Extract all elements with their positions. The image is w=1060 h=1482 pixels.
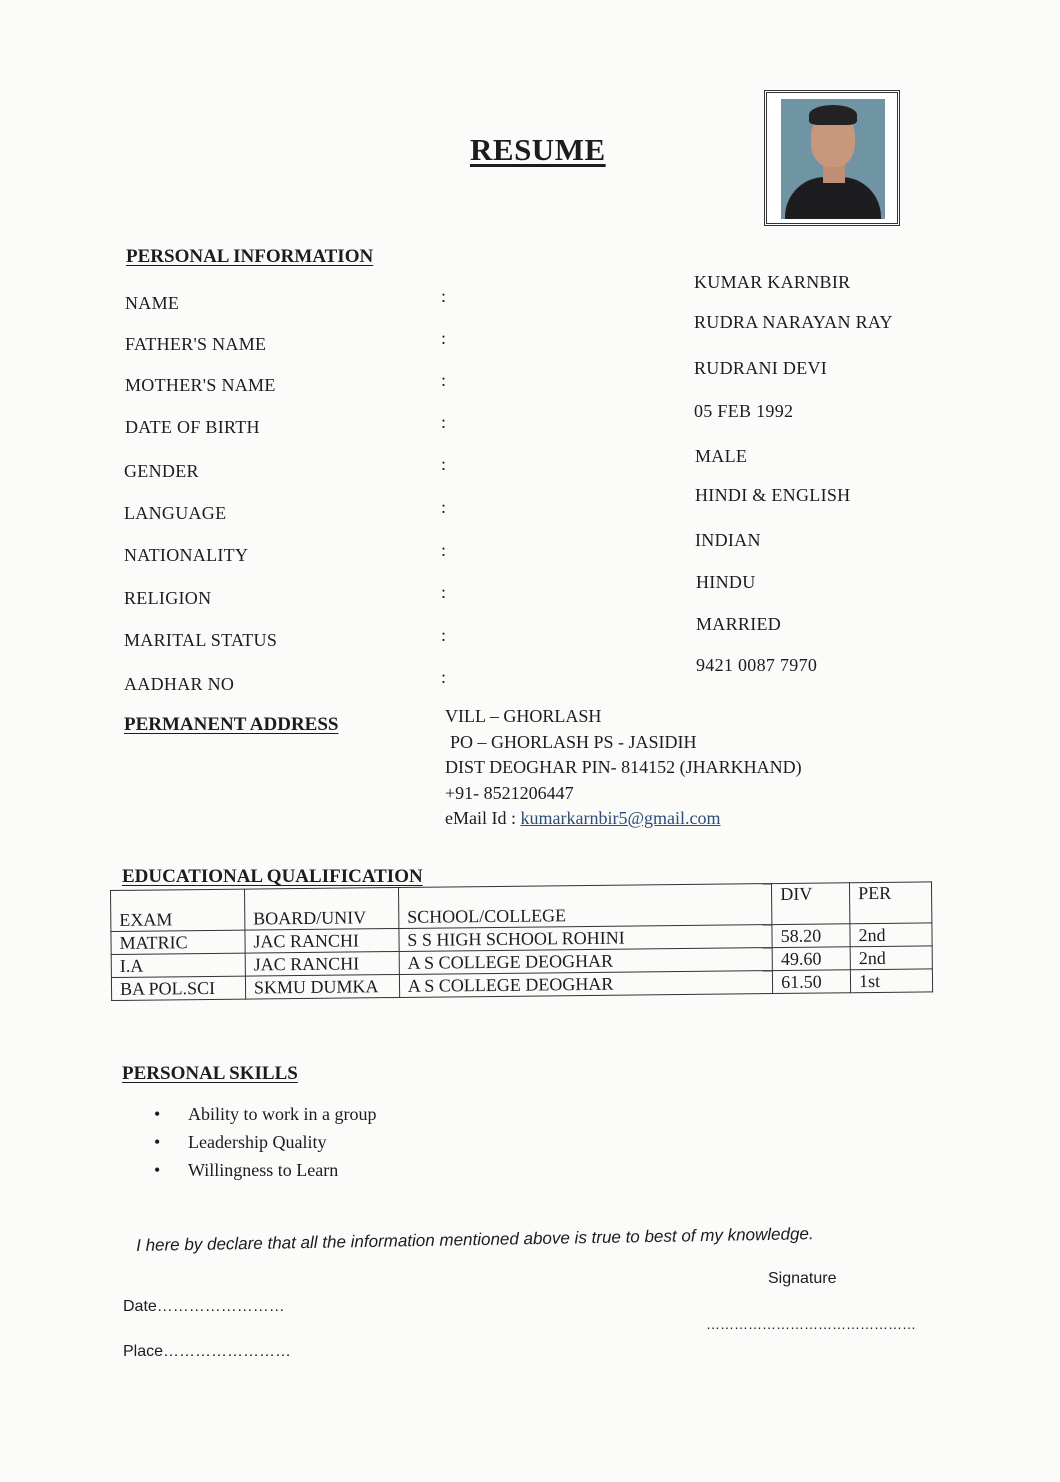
date-of-birth-label: DATE OF BIRTH [125,417,260,437]
name-label: NAME [125,293,180,313]
fathers-name-label: FATHER'S NAME [125,334,267,354]
educational-qualification-heading: EDUCATIONAL QUALIFICATION [122,866,423,887]
header-exam: EXAM [111,889,245,931]
address-line-1: VILL – GHORLASH [445,706,602,726]
mothers-name-label: MOTHER'S NAME [125,375,276,395]
email-line [445,806,802,832]
profile-photo [764,90,900,226]
fathers-name-value: RUDRA NARAYAN RAY [694,312,893,332]
bullet-icon: • [154,1104,161,1124]
header-per: PER [850,882,932,924]
aadhar-no-value: 9421 0087 7970 [696,655,818,675]
religion-colon: : [441,582,447,602]
cell-div: 61.50 [773,970,851,994]
address-line-2: PO – GHORLASH PS - JASIDIH [450,731,697,752]
cell-per: 2nd [850,923,932,947]
personal-information-heading: PERSONAL INFORMATION [126,246,374,267]
list-item: • Ability to work in a group [154,1100,376,1128]
nationality-colon: : [441,540,447,560]
header-school: SCHOOL/COLLEGE [398,884,772,929]
cell-exam: BA POL.SCI [111,976,245,1000]
address-line-3: DIST DEOGHAR PIN- 814152 (JHARKHAND) [445,757,802,777]
cell-per: 2nd [850,946,932,970]
header-div: DIV [772,883,850,925]
gender-value: MALE [695,446,748,466]
header-board: BOARD/UNIV [244,887,398,930]
signature-label: Signature [768,1270,837,1287]
cell-school: A S COLLEGE DEOGHAR [399,971,773,998]
place-field: Place…………………… [123,1343,292,1360]
aadhar-no-label: AADHAR NO [124,674,235,694]
bullet-icon: • [154,1160,161,1180]
personal-skills-heading: PERSONAL SKILLS [122,1063,298,1084]
education-table [110,881,933,1001]
cell-board: SKMU DUMKA [245,974,399,999]
date-of-birth-value: 05 FEB 1992 [694,401,794,421]
cell-school: S S HIGH SCHOOL ROHINI [399,925,773,952]
cell-exam: I.A [111,953,245,977]
declaration-text: I here by declare that all the information mentioned above is true to best of my knowledge. [136,1224,814,1255]
skills-list [154,1100,376,1184]
language-value: HINDI & ENGLISH [695,485,851,505]
marital-status-label: MARITAL STATUS [124,630,278,650]
list-item: • Willingness to Learn [154,1156,376,1184]
signature-line: ……………………………………… [706,1316,916,1332]
permanent-address-heading: PERMANENT ADDRESS [124,714,339,735]
nationality-label: NATIONALITY [124,545,249,565]
mothers-name-colon: : [441,370,447,390]
date-of-birth-colon: : [441,412,447,432]
cell-div: 49.60 [772,947,850,971]
cell-per: 1st [850,969,932,993]
email-label: eMail Id : [445,808,521,828]
phone-number: +91- 8521206447 [445,782,574,803]
cell-school: A S COLLEGE DEOGHAR [399,948,773,975]
list-item: • Leadership Quality [154,1128,376,1156]
address-block [445,704,802,832]
aadhar-no-colon: : [441,667,447,687]
bullet-icon: • [154,1132,161,1152]
religion-label: RELIGION [124,588,212,608]
marital-status-colon: : [441,625,447,645]
date-field: Date…………………… [123,1298,285,1315]
language-colon: : [441,497,447,517]
name-value: KUMAR KARNBIR [694,272,851,292]
marital-status-value: MARRIED [696,614,782,634]
cell-exam: MATRIC [111,930,245,954]
mothers-name-value: RUDRANI DEVI [694,358,828,378]
gender-colon: : [441,454,447,474]
name-colon: : [441,286,447,306]
fathers-name-colon: : [441,328,447,348]
cell-board: JAC RANCHI [245,928,399,953]
resume-title: RESUME [470,132,606,167]
language-label: LANGUAGE [124,503,227,523]
cell-div: 58.20 [772,924,850,948]
email-link[interactable]: kumarkarnbir5@gmail.com [520,808,721,828]
gender-label: GENDER [124,461,199,481]
nationality-value: INDIAN [695,530,761,550]
religion-value: HINDU [696,572,756,592]
cell-board: JAC RANCHI [245,951,399,976]
